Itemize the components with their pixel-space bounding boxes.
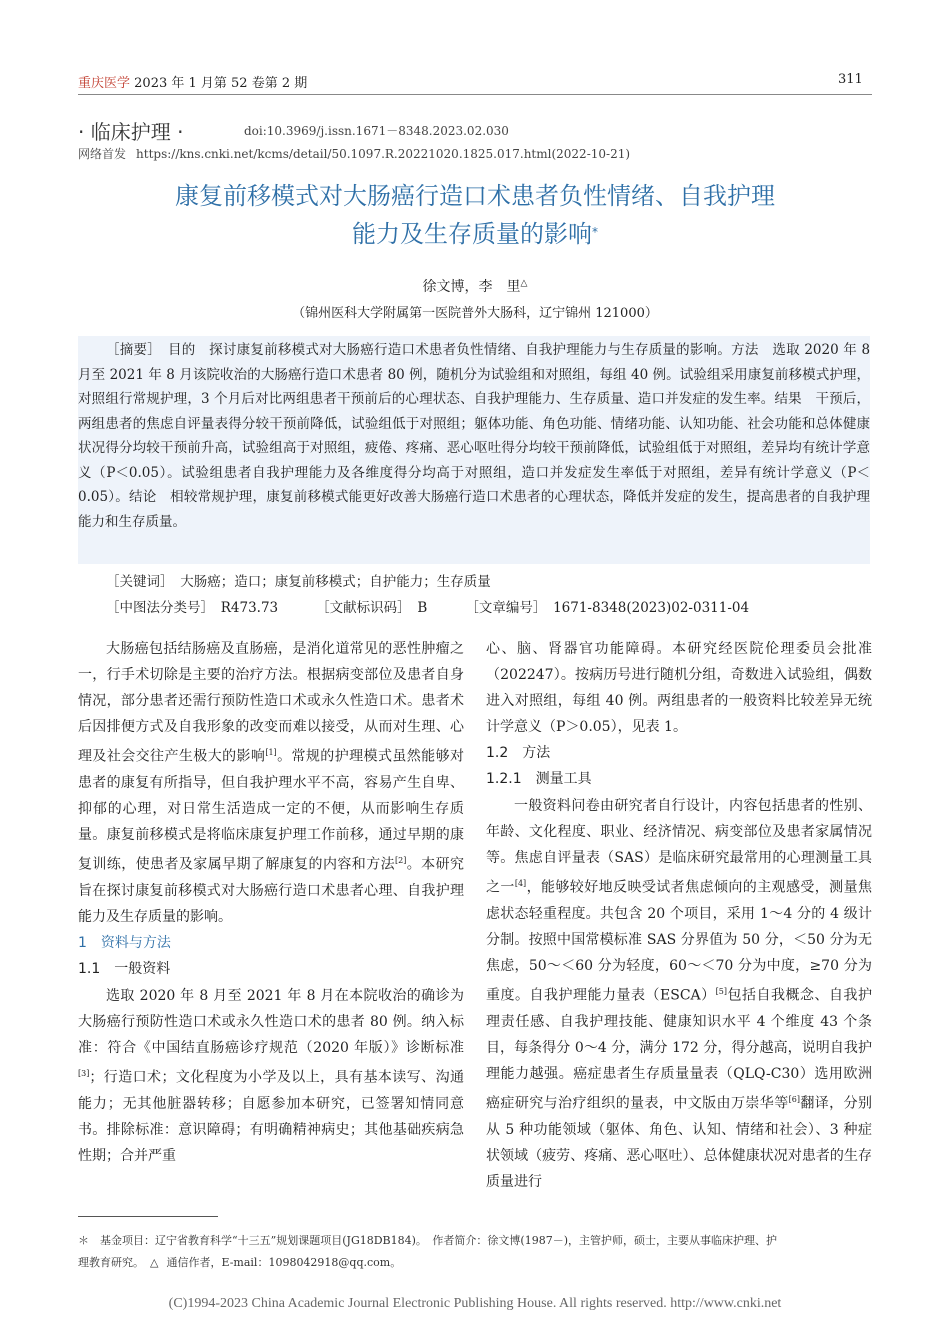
author-names: 徐文博，李 里 xyxy=(422,279,521,295)
online-first-url[interactable]: https://kns.cnki.net/kcms/detail/50.1097.R.20221020.1825.017.html(2022-10-21) xyxy=(136,147,631,161)
funding-mark: * xyxy=(592,225,598,239)
heading-1: 1 资料与方法 xyxy=(78,935,171,952)
article-number-label: ［文章编号］ xyxy=(465,600,540,616)
keywords-label: ［关键词］ xyxy=(106,574,167,590)
intro-text-b: 。常规的护理模式虽然能够对患者的康复有所指导，但自我护理水平不高，容易产生自卑、抑郁的心理，对日常生活造成一定的不便，从而影响生存质量。康复前移模式是将临床康复护理工作前移，通过早期的康复训练，使患者及家属早期了解康复的内容和方法 xyxy=(78,749,464,874)
citation-4[interactable]: [4] xyxy=(514,878,527,888)
footnote-divider xyxy=(78,1216,218,1217)
footnote-line1: ＊ 基金项目：辽宁省教育科学“十三五”规划课题项目(JG18DB184)。 作者简介：徐文博(1987－)，主管护师，硕士，主要从事临床护理、护 xyxy=(78,1234,777,1247)
clc-value: R473.73 xyxy=(207,600,279,616)
tools-text-b: ，能够较好地反映受试者焦虑倾向的主观感受，测量焦虑状态轻重程度。共包含 20 个项目，采用 1～4 分的 4 级计分制。按照中国常模标准 SAS 分界值为 50 分，＜50 分为无焦虑，50～＜60 分为轻度，60～＜70 分为中度，≥70 分为重度。自我护理能力量表（ESCA） xyxy=(486,879,873,1004)
citation-2[interactable]: [2] xyxy=(395,856,407,866)
result-text: 干预后，两组患者的焦虑自评量表得分较干预前降低，试验组低于对照组；躯体功能、角色功能、情绪功能、认知功能、社会功能和总体健康状况得分均较干预前升高，试验组高于对照组，疲倦、疼痛、恶心呕吐得分均较干预前降低，试验组低于对照组，差异均有统计学意义（P＜0.05）。试验组患者自我护理能力及各维度得分均高于对照组，造口并发症发生率低于对照组，差异有统计学意义（P＜0.05）。 xyxy=(78,391,871,505)
running-header xyxy=(78,72,307,91)
doc-code-value: B xyxy=(403,600,428,616)
page-number: 311 xyxy=(838,72,863,87)
journal-issue: 2023 年 1 月第 52 卷第 2 期 xyxy=(130,76,308,91)
footnote-text-a: 理教育研究。 xyxy=(78,1256,144,1269)
doi[interactable]: doi:10.3969/j.issn.1671－8348.2023.02.030 xyxy=(244,124,509,138)
heading-1-2: 1.2 方法 xyxy=(486,745,551,762)
journal-name: 重庆医学 xyxy=(78,76,131,91)
aim-text: 探讨康复前移模式对大肠癌行造口术患者负性情绪、自我护理能力与生存质量的影响。 xyxy=(195,342,732,358)
intro-text-c: 。本研究旨在探讨康复前移模式对大肠癌行造口术患者心理、自我护理能力及生存质量的影响。 xyxy=(78,857,464,926)
method-label: 方法 xyxy=(731,342,759,358)
tools-text-d: 翻译，分别从 5 种功能领域（躯体、角色、认知、情绪和社会）、3 种症状领域（疲劳、疼痛、恶心呕吐）、总体健康状况对患者的生存质量进行 xyxy=(486,1095,873,1190)
online-first xyxy=(78,145,630,162)
keywords xyxy=(106,570,491,590)
citation-3[interactable]: [3] xyxy=(78,1068,90,1078)
general-data-paragraph xyxy=(78,983,464,1169)
intro-paragraph xyxy=(78,636,464,930)
aim-label: 目的 xyxy=(167,342,196,358)
footnote-line2 xyxy=(78,1252,872,1274)
general-data-text-a: 选取 2020 年 8 月至 2021 年 8 月在本院收治的确诊为大肠癌行预防性造口术或永久性造口术的患者 80 例。纳入标准：符合《中国结直肠癌诊疗规范（2020 年版）》诊断标准 xyxy=(78,987,464,1056)
citation-6[interactable]: [6] xyxy=(788,1094,800,1104)
intro-text-a: 大肠癌包括结肠癌及直肠癌，是消化道常见的恶性肿瘤之一，行手术切除是主要的治疗方法。根据病变部位及患者自身情况，部分患者还需行预防性造口术或永久性造口术。患者术后因排便方式及自我形象的改变而难以接受，从而对生理、心理及社会交往产生极大的影响 xyxy=(78,641,464,766)
copyright-watermark: (C)1994-2023 China Academic Journal Electronic Publishing House. All rights reserved. http://www.cnki.net xyxy=(168,1296,782,1311)
affiliation: （锦州医科大学附属第一医院普外大肠科，辽宁锦州 121000） xyxy=(292,306,658,321)
body-left-column xyxy=(78,636,464,1169)
header-divider xyxy=(78,94,872,95)
citation-5[interactable]: [5] xyxy=(715,986,727,996)
body-right-column xyxy=(486,636,872,1195)
heading-1-2-1: 1.2.1 测量工具 xyxy=(486,771,592,788)
article-number-value: 1671-8348(2023)02-0311-04 xyxy=(539,600,750,616)
classification-row xyxy=(106,596,749,616)
corresponding-author-email[interactable]: 通信作者，E-mail：1098042918@qq.com。 xyxy=(166,1256,402,1269)
conclusion-label: 结论 xyxy=(129,489,157,505)
general-data-text-b: ；行造口术；文化程度为小学及以上，具有基本读写、沟通能力；无其他脏器转移；自愿参加本研究，已签署知情同意书。排除标准：意识障碍；有明确精神病史；其他基础疾病急性期；合并严重 xyxy=(78,1069,464,1164)
corresponding-author-mark: △ xyxy=(150,1256,159,1269)
authors xyxy=(0,276,950,296)
tools-text-a: 一般资料问卷由研究者自行设计，内容包括患者的性别、年龄、文化程度、职业、经济情况、病变部位及患者家属情况等。焦虑自评量表（SAS）是临床研究最常用的心理测量工具之一 xyxy=(486,797,872,896)
heading-1-1: 1.1 一般资料 xyxy=(78,961,171,978)
abstract xyxy=(78,338,870,534)
online-first-label: 网络首发 xyxy=(78,147,127,161)
continued-paragraph: 心、脑、肾器官功能障碍。本研究经医院伦理委员会批准（202247）。按病历号进行随机分组，奇数进入试验组，偶数进入对照组，每组 40 例。两组患者的一般资料比较差异无统计学意义（P＞0.05），见表 1。 xyxy=(486,641,872,736)
method-text: 选取 2020 年 8 月至 2021 年 8 月该院收治的大肠癌行造口术患者 80 例，随机分为试验组和对照组，每组 40 例。试验组采用康复前移模式护理，对照组行常规护理，3 个月后对比两组患者干预前后的心理状态、自我护理能力、生存质量、造口并发症的发生率。 xyxy=(78,342,871,407)
article-title-line2 xyxy=(0,215,950,253)
result-label: 结果 xyxy=(774,391,802,407)
article-title-line1: 康复前移模式对大肠癌行造口术患者负性情绪、自我护理 xyxy=(175,182,775,210)
citation-1[interactable]: [1] xyxy=(265,748,277,758)
footnote xyxy=(78,1230,872,1274)
tools-paragraph xyxy=(486,793,872,1195)
conclusion-text: 相较常规护理，康复前移模式能更好改善大肠癌行造口术患者的心理状态，降低并发症的发生，提高患者的自我护理能力和生存质量。 xyxy=(78,489,871,530)
abstract-label: ［摘要］ xyxy=(106,342,155,358)
section-tag: · 临床护理 · xyxy=(78,120,184,144)
clc-label: ［中图法分类号］ xyxy=(106,600,208,616)
doc-code-label: ［文献标识码］ xyxy=(316,600,404,616)
article-title-text: 能力及生存质量的影响 xyxy=(352,220,592,248)
keywords-text: 大肠癌；造口；康复前移模式；自护能力；生存质量 xyxy=(166,574,491,590)
corresponding-mark: △ xyxy=(520,278,528,289)
tools-text-c: 包括自我概念、自我护理责任感、自我护理技能、健康知识水平 4 个维度 43 个条目，每条得分 0～4 分，满分 172 分，得分越高，说明自我护理能力越强。癌症患者生存质量量表（QLQ-C30）选用欧洲癌症研究与治疗组织的量表，中文版由万崇华等 xyxy=(486,987,873,1112)
